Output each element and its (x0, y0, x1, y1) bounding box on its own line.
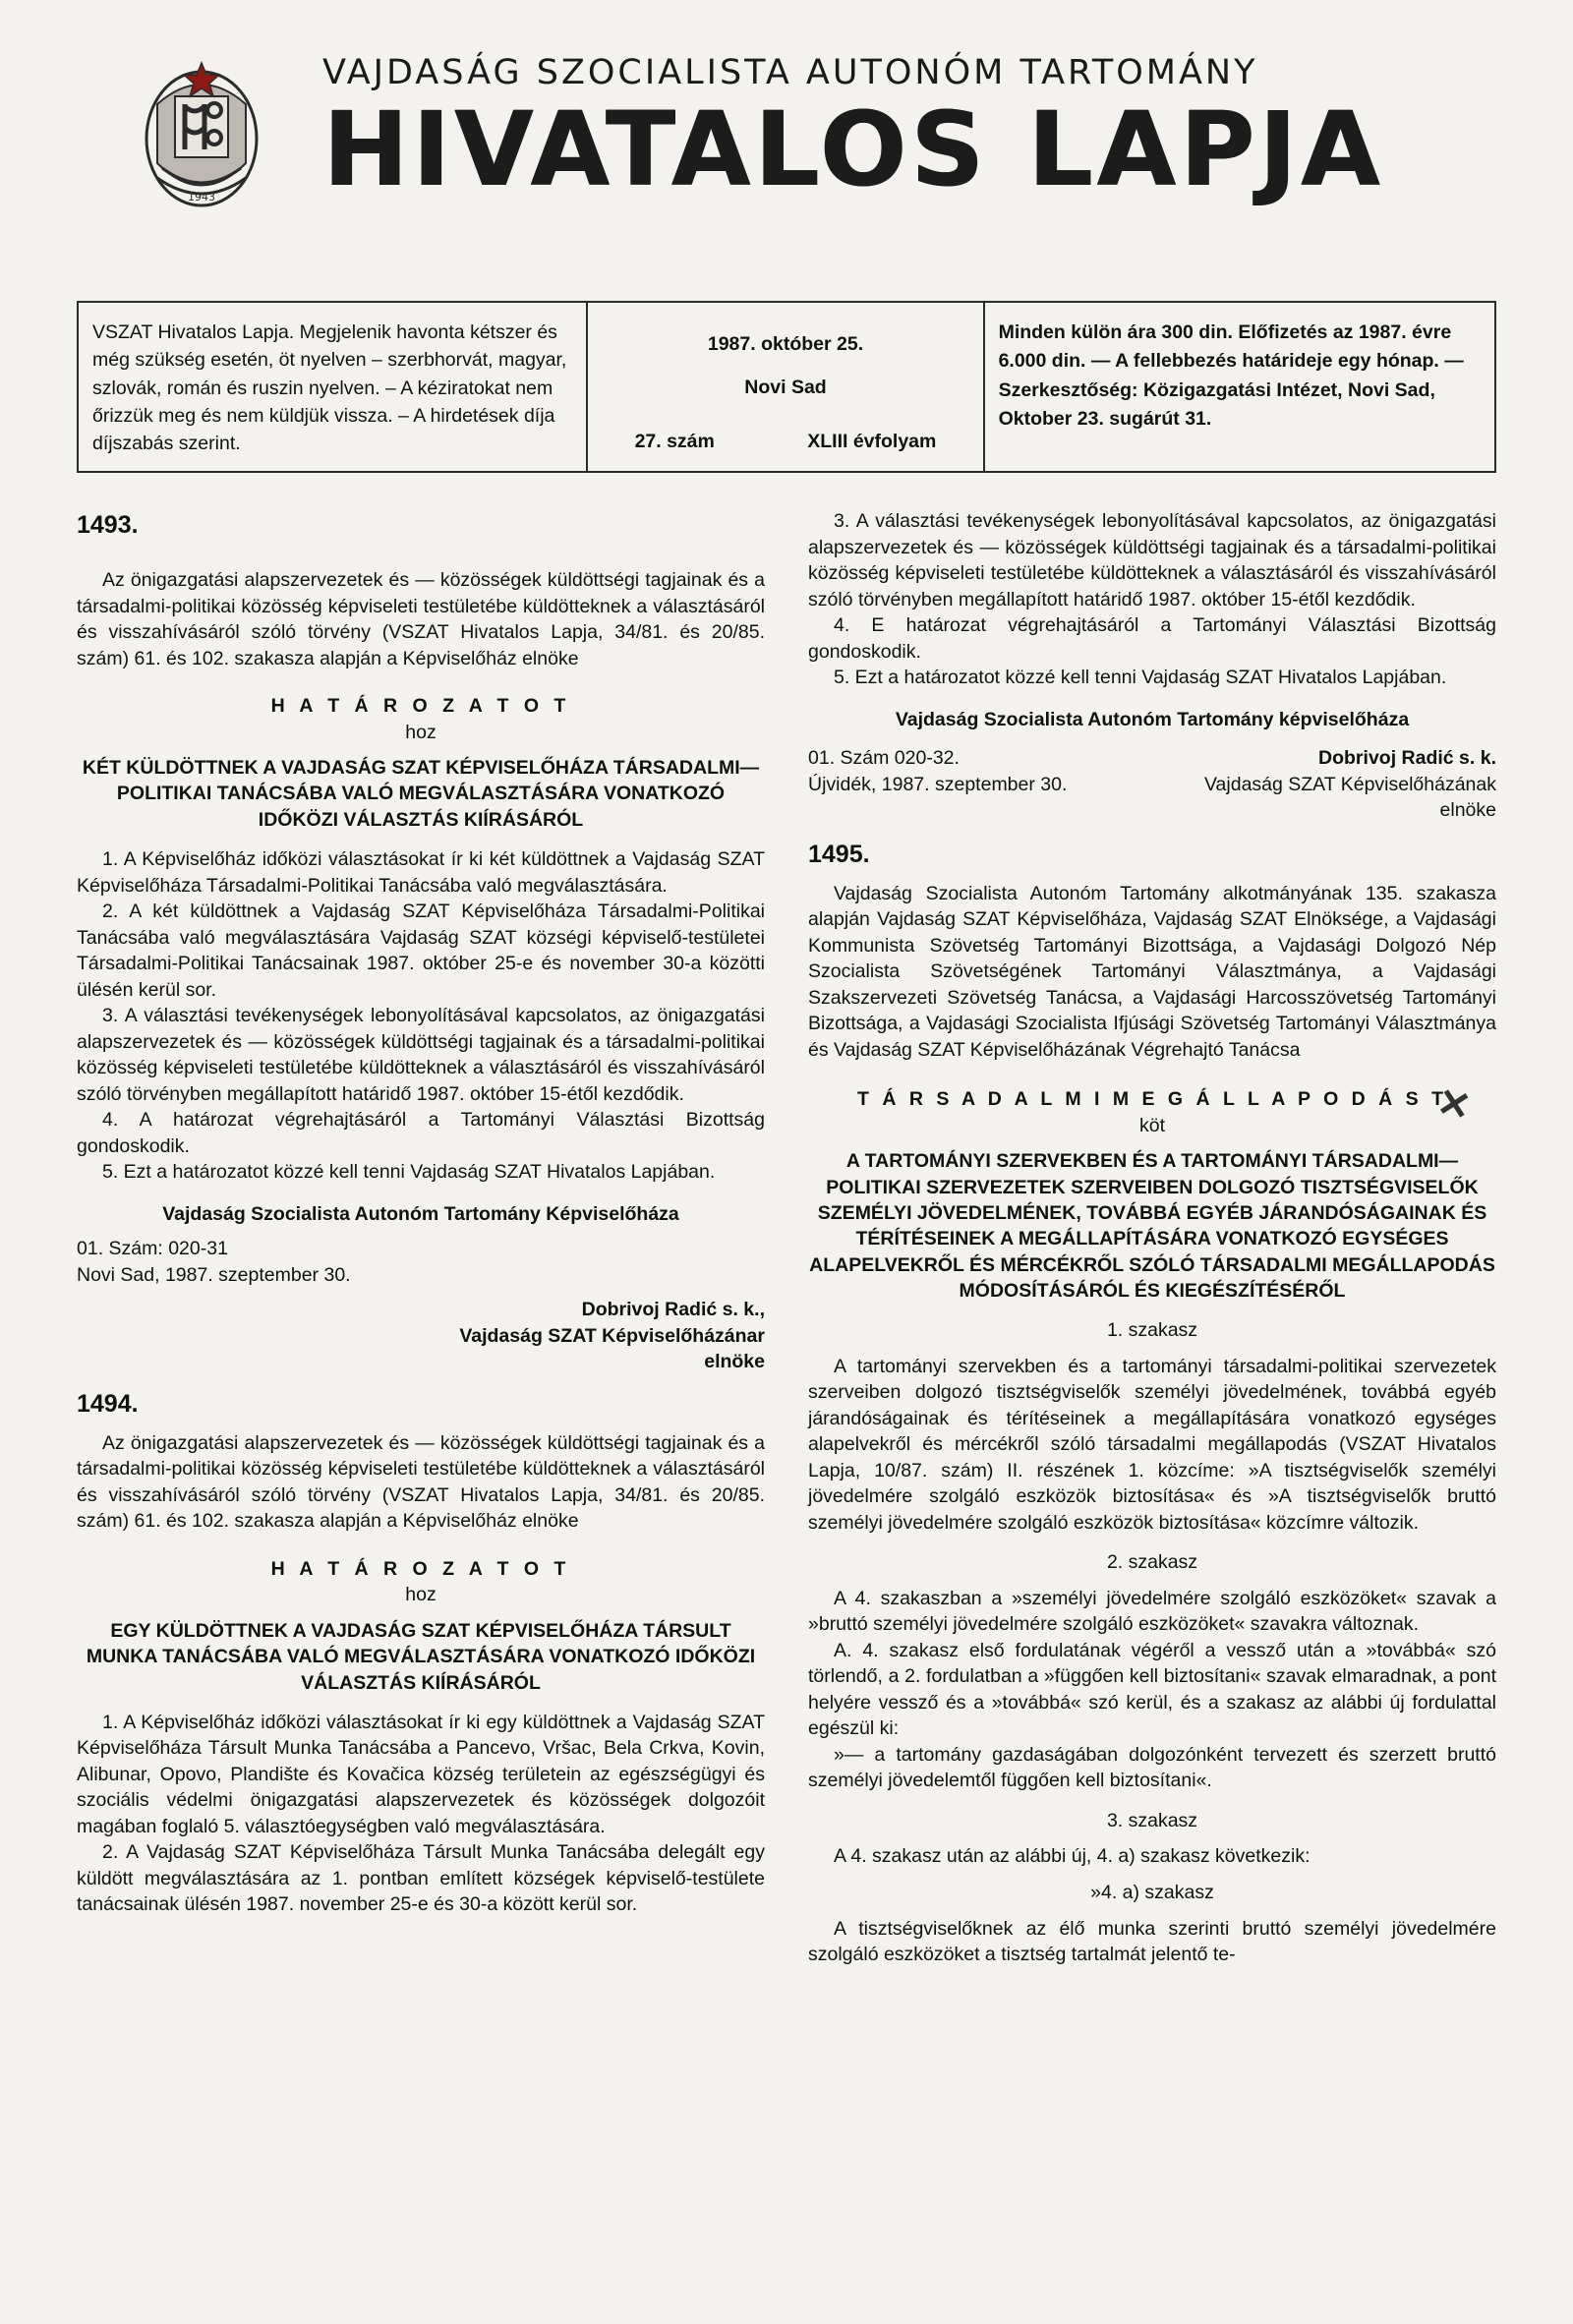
act-1493-organization: Vajdaság Szocialista Autonóm Tartomány Képviselőháza (162, 1202, 679, 1225)
coat-of-arms-icon (128, 45, 275, 217)
masthead-title: HIVATALOS LAPJA (322, 89, 1384, 209)
act-1494-signature-row (808, 745, 1496, 824)
article-columns (77, 508, 1496, 2007)
act-1493-hoz: hoz (405, 721, 437, 743)
act-1494-intro: Az önigazgatási alapszervezetek és — közösségek küldöttségi tagjainak és a társadalmi-politikai közösség képviseleti testületébe küldötteknek a választásáról és visszahívásáról szóló törvény (VSZAT Hivatalos Lapja, 34/81. és 20/85. szám) 61. és 102. szakasza alapján a Képviselőház elnöke (77, 1431, 765, 1533)
act-1494-decision-word: H A T Á R O Z A T O T (270, 1557, 571, 1580)
act-1494-point-3: 3. A választási tevékenységek lebonyolításával kapcsolatos, az önigazgatási alapszervezetek és — közösségek küldöttségi tagjainak és a társadalmi-politikai közösség képviseleti testületébe küldötteknek a választásáról és visszahívásáról szóló törvényben megállapított határidő 1987. október 15-étől kezdődik. (808, 510, 1496, 610)
act-1493-signer-role-2: elnöke (704, 1351, 765, 1373)
act-1494-signer-role-2: elnöke (1439, 799, 1496, 822)
act-1495-section-1-text: A tartományi szervekben és a tartományi társadalmi-politikai szervezetek szerveiben dolgozó tisztségviselők személyi jövedelmének, továbbá egyéb járandóságainak és térítéseinek a megállapítására vonatkozó egységes alapelvekről és mércékről szóló társadalmi megállapodás (VSZAT Hivatalos Lapja, 10/87. szám) II. részének 1. közcíme: »A tisztségviselők személyi jövedelmére szolgáló eszközök biztosítása« és »A tisztségviselők bruttó személyi jövedelmére szolgáló eszközök biztosítása« közcímre változik. (808, 1355, 1496, 1534)
act-number-1493: 1493. (77, 511, 139, 539)
act-1493-intro: Az önigazgatási alapszervezetek és — közösségek küldöttségi tagjainak és a társadalmi-politikai közösség képviseleti testületébe küldötteknek a választásáról és visszahívásáról szóló törvény (VSZAT Hivatalos Lapja, 34/81. és 20/85. szám) 61. és 102. szakasza alapján a Képviselőház elnöke (77, 569, 765, 669)
act-1493-signer-role-1: Vajdaság SZAT Képviselőházánar (459, 1324, 765, 1347)
issue-volume: XLIII évfolyam (807, 430, 937, 452)
act-1493-number-line: 01. Szám: 020-31 (77, 1238, 228, 1260)
act-1495-kot: köt (1138, 1114, 1165, 1136)
act-1494-point-1: 1. A Képviselőház időközi választásokat ír ki egy küldöttnek a Vajdaság SZAT Képviselőháza Társult Munka Tanácsába a Pancevo, Vršac, Bela Crkva, Kovin, Alibunar, Opovo, Plandište és Kovačica község területein az egészségügyi és szociális védelmi önigazgatási alapszervezetek és közösségek dolgozóit magában foglaló 5. választóegységben való megválasztására. (77, 1711, 765, 1837)
act-1493-point-2: 2. A két küldöttnek a Vajdaság SZAT Képviselőháza Társadalmi-Politikai Tanácsába való megválasztására Vajdaság SZAT községi képviselő-testületei Társadalmi-Politikai Tanácsainak 1987. október 25-e és november 30-a közötti ülésén kerül sor. (77, 901, 765, 1001)
act-1494-title: EGY KÜLDÖTTNEK A VAJDASÁG SZAT KÉPVISELŐHÁZA TÁRSULT MUNKA TANÁCSÁBA VALÓ MEGVÁLASZTÁSÁRA VONATKOZÓ IDŐKÖZI VÁLASZTÁS KIÍRÁSÁRÓL (86, 1619, 756, 1694)
act-1494-number-line: 01. Szám 020-32. (808, 747, 960, 770)
act-1494-point-2: 2. A Vajdaság SZAT Képviselőháza Társult Munka Tanácsába delegált egy küldött megválasztására az 1. pontban említett községek képviselő-testülete tanácsainak ülésén 1987. november 25-e és 30-a között kerül sor. (77, 1841, 765, 1916)
right-column (808, 508, 1496, 1968)
act-1494-point-5: 5. Ezt a határozatot közzé kell tenni Vajdaság SZAT Hivatalos Lapjában. (834, 667, 1447, 689)
handwritten-mark-icon: ✕ (1433, 1080, 1476, 1131)
act-1495-section-3-label: 3. szakasz (1106, 1809, 1198, 1831)
act-1494-signer-role-1: Vajdaság SZAT Képviselőházának (1203, 773, 1496, 795)
act-1493-point-1: 1. A Képviselőház időközi választásokat ír ki két küldöttnek a Vajdaság SZAT Képviselőháza Társadalmi-Politikai Tanácsába való megválasztására. (77, 848, 765, 897)
act-1493-point-4: 4. A határozat végrehajtásáról a Tartományi Választási Bizottság gondoskodik. (77, 1109, 765, 1157)
issue-number: 27. szám (634, 430, 715, 452)
issue-city: Novi Sad (744, 377, 827, 399)
act-1495-title: A TARTOMÁNYI SZERVEKBEN ÉS A TARTOMÁNYI TÁRSADALMI—POLITIKAI SZERVEZETEK SZERVEIBEN DOLGOZÓ TISZTSÉGVISELŐK SZEMÉLYI JÖVEDELMÉNEK, TOVÁBBÁ EGYÉB JÁRANDÓSÁGAINAK ÉS TÉRÍTÉSEINEK A MEGÁLLAPÍTÁSÁRA VONATKOZÓ EGYSÉGES ALAPELVEKRŐL ÉS MÉRCÉKRŐL SZÓLÓ TÁRSADALMI MEGÁLLAPODÁS MÓDOSÍTÁSÁRÓL ÉS KIEGÉSZÍTÉSÉRŐL (809, 1150, 1495, 1302)
issue-info-bar (77, 301, 1496, 473)
act-1495-section-3-text-2: »4. a) szakasz (1090, 1881, 1214, 1903)
act-1494-point-4: 4. E határozat végrehajtásáról a Tartományi Választási Bizottság gondoskodik. (808, 614, 1496, 663)
agreement-word-text: T Á R S A D A L M I M E G Á L L A P O D Á S T (856, 1088, 1447, 1111)
act-1493-title: KÉT KÜLDÖTTNEK A VAJDASÁG SZAT KÉPVISELŐHÁZA TÁRSADALMI—POLITIKAI TANÁCSÁBA VALÓ MEGVÁLASZTÁSÁRA VONATKOZÓ IDŐKÖZI VÁLASZTÁS KIÍRÁSÁRÓL (82, 757, 760, 831)
issue-date-block (588, 303, 984, 471)
act-1494-signer: Dobrivoj Radić s. k. (1318, 747, 1496, 770)
act-1494-hoz: hoz (405, 1584, 437, 1606)
act-1495-section-2-text-1: A 4. szakaszban a »személyi jövedelmére szolgáló eszközöket« szavak a »bruttó személyi jövedelmére szolgáló eszközöket« szavakra változnak. (808, 1587, 1496, 1636)
act-1495-section-2-text-2: A. 4. szakasz első fordulatának végéről a vessző után a »továbbá« szó törlendő, a 2. fordulatban a »függően kell biztosítani« szavak elmaradnak, a pont helyére vessző és a »továbbá« szó kerül, és a szakasz az alábbi új fordulattal egészül ki: (808, 1639, 1496, 1740)
act-1495-section-1-label: 1. szakasz (1106, 1319, 1198, 1342)
act-1493-point-5: 5. Ezt a határozatot közzé kell tenni Vajdaság SZAT Hivatalos Lapjában. (102, 1161, 716, 1184)
act-1495-section-3-text-3: A tisztségviselőknek az élő munka szerinti bruttó személyi jövedelmére szolgáló eszközöket a tisztség tartalmát jelentő te- (808, 1917, 1496, 1966)
act-1494-organization: Vajdaság Szocialista Autonóm Tartomány képviselőháza (895, 708, 1410, 730)
act-1493-point-3: 3. A választási tevékenységek lebonyolításával kapcsolatos, az önigazgatási alapszervezetek és — közösségek küldöttségi tagjainak és a társadalmi-politikai közösség képviseleti testületébe küldötteknek a választásáról és visszahívásáról szóló törvényben megállapított határidő 1987. október 15-étől kezdődik. (77, 1005, 765, 1105)
act-number-1494: 1494. (77, 1389, 139, 1418)
masthead-kicker: VAJDASÁG SZOCIALISTA AUTONÓM TARTOMÁNY (322, 53, 1258, 92)
left-column (77, 508, 765, 1968)
publication-info-text: VSZAT Hivatalos Lapja. Megjelenik havonta kétszer és még szükség esetén, öt nyelven – szerbhorvát, magyar, szlovák, román és ruszin nyelven. – A kéziratokat nem őrizzük meg és nem küldjük vissza. – A hirdetések díja díjszabás szerint. (79, 303, 588, 471)
svg-text:1943: 1943 (188, 191, 215, 203)
act-1494-place-line: Újvidék, 1987. szeptember 30. (808, 773, 1068, 795)
act-number-1495: 1495. (808, 840, 870, 868)
act-1495-section-2-label: 2. szakasz (1106, 1551, 1198, 1574)
act-1495-section-3-text-1: A 4. szakasz után az alábbi új, 4. a) szakasz következik: (834, 1845, 1311, 1868)
price-and-editorial-info: Minden külön ára 300 din. Előfizetés az 1987. évre 6.000 din. — A fellebbezés határideje egy hónap. — Szerkesztőség: Közigazgatási Intézet, Novi Sad, Oktober 23. sugárút 31. (998, 321, 1464, 430)
act-1493-decision-word: H A T Á R O Z A T O T (270, 695, 571, 718)
masthead (77, 0, 1496, 287)
act-1495-intro: Vajdaság Szocialista Autonóm Tartomány alkotmányának 135. szakasza alapján Vajdaság SZAT Képviselőháza, Vajdaság SZAT Elnöksége, a Vajdasági Kommunista Szövetség Tartományi Bizottsága, a Vajdasági Dolgozó Nép Szocialista Szövetségének Tartományi Választmánya, a Vajdasági Szakszervezeti Szövetség Tanácsa, a Vajdasági Harcosszövetség Tartományi Bizottsága, a Vajdasági Szocialista Ifjúsági Szövetség Tartományi Választmánya és Vajdaság SZAT Képviselőházának Végrehajtó Tanácsa (808, 882, 1496, 1061)
issue-date: 1987. október 25. (707, 333, 864, 355)
act-1493-place-line: Novi Sad, 1987. szeptember 30. (77, 1263, 351, 1286)
act-1495-section-2-text-3: »— a tartomány gazdaságában dolgozónként tervezett és szerzett bruttó személyi jövedelemtől függően kell biztosítani«. (808, 1743, 1496, 1792)
act-1493-signer: Dobrivoj Radić s. k., (581, 1299, 765, 1321)
